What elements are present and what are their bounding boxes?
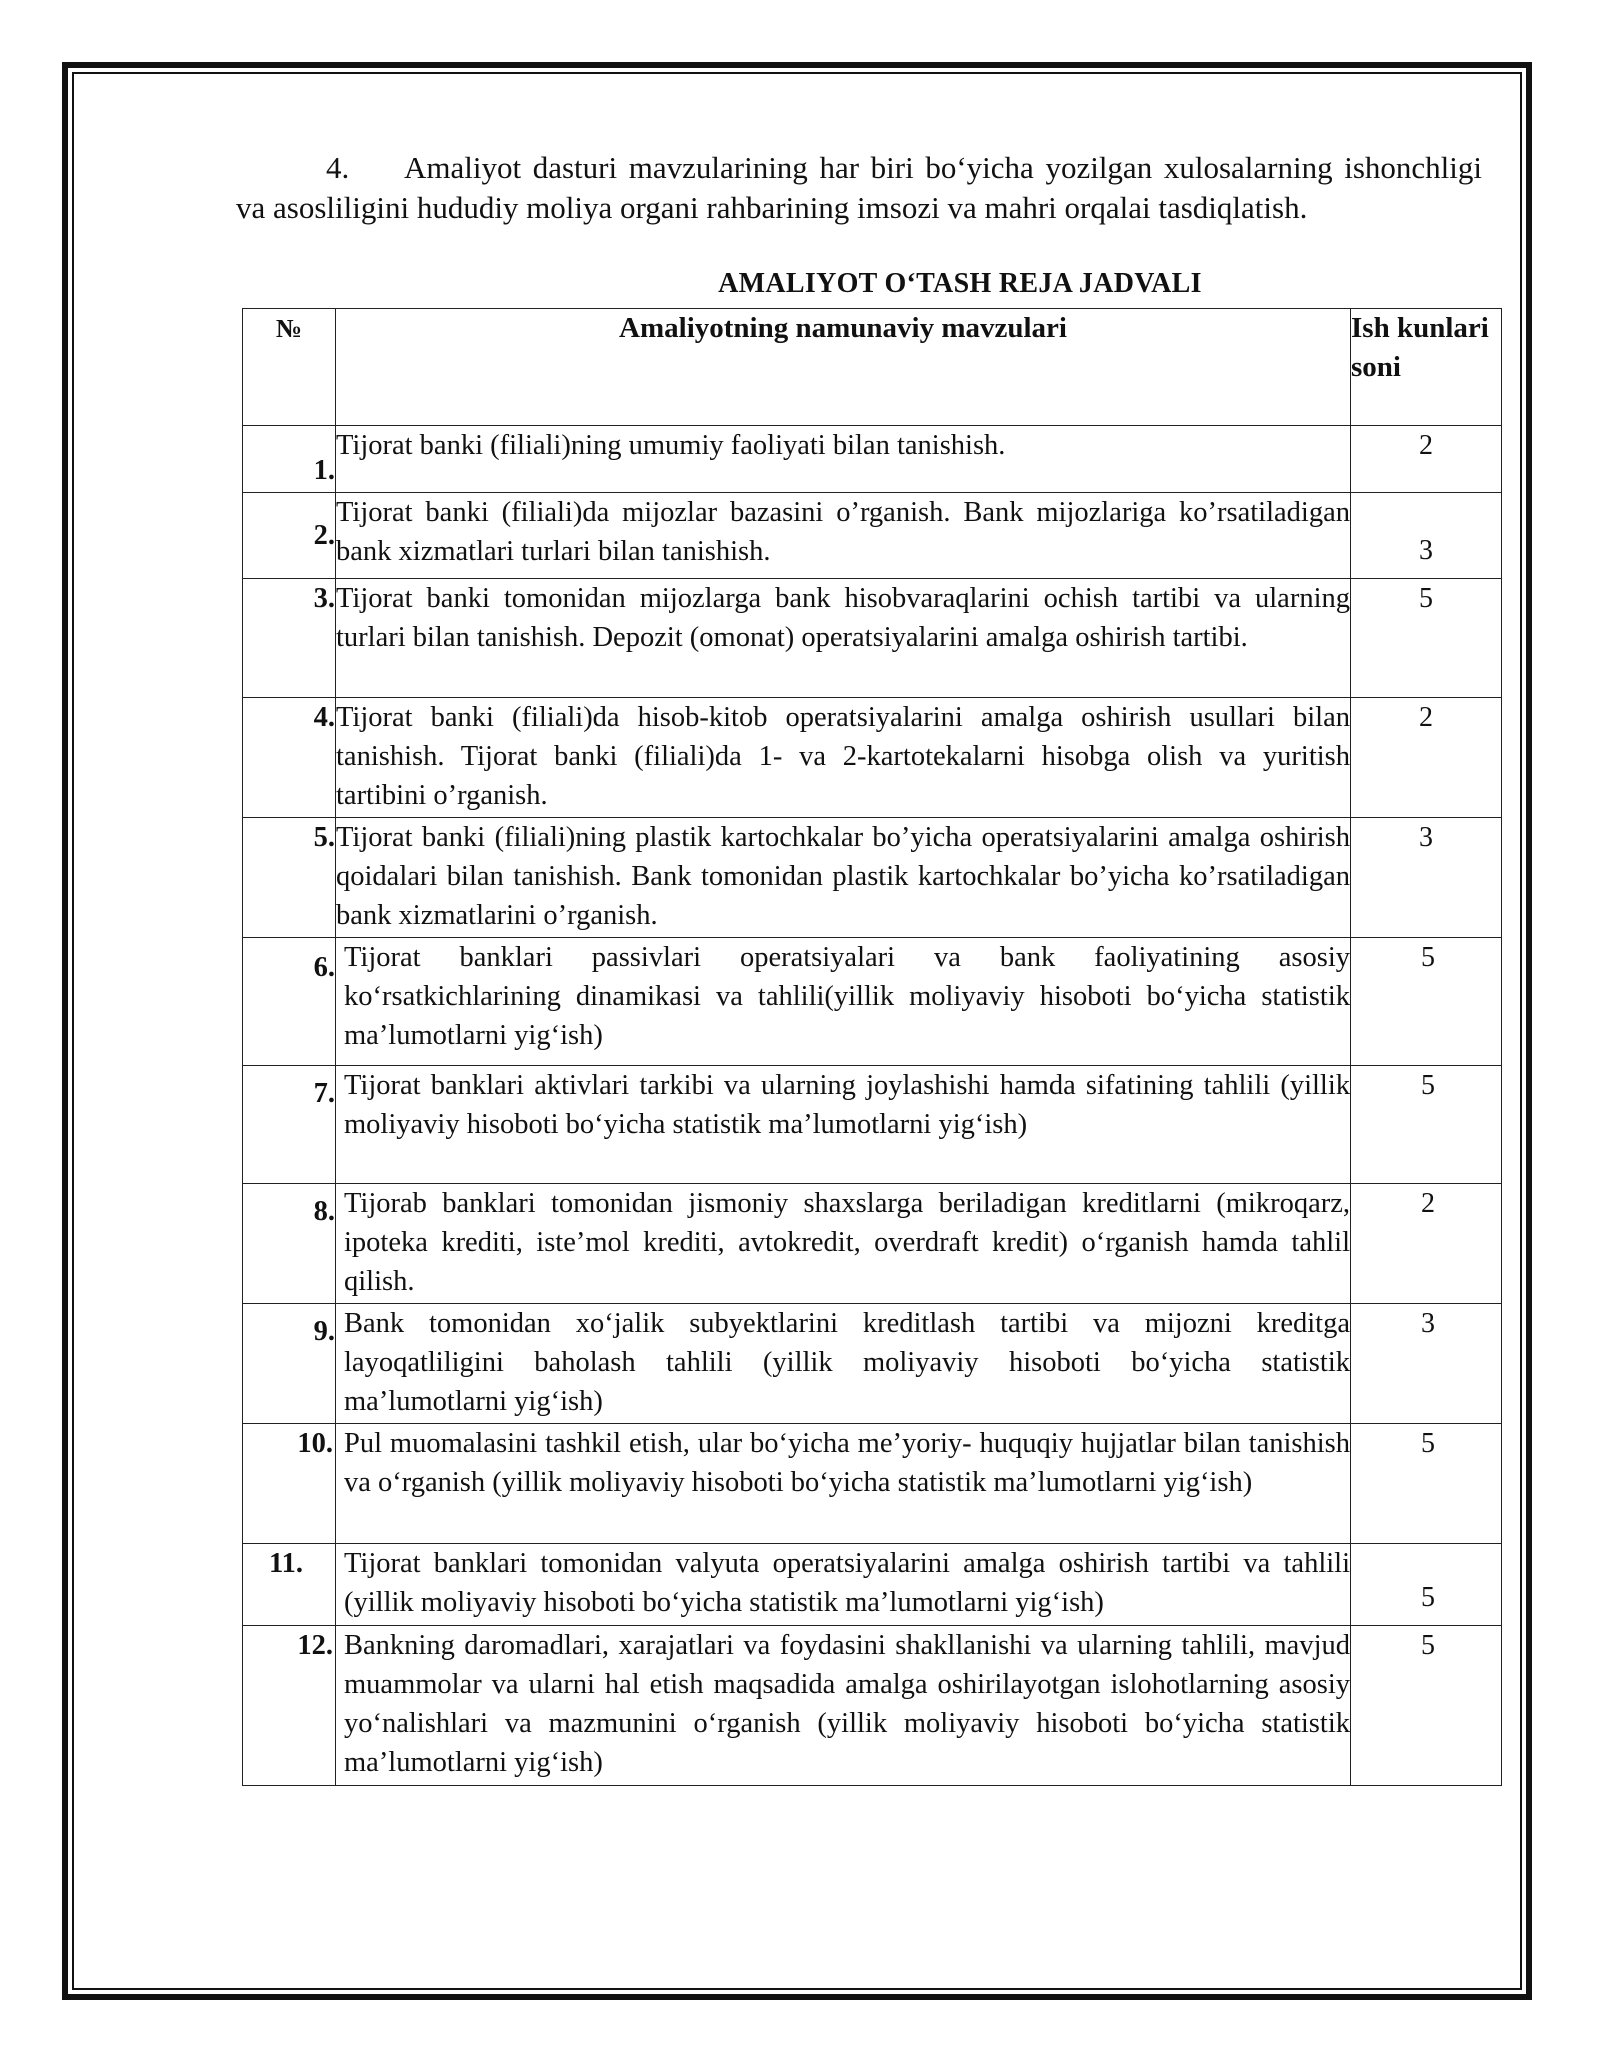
row-topic: Bank tomonidan xo‘jalik subyektlarini kreditlash tartibi va mijozni kreditga layoqatliligini baholash tahlili (yillik moliyaviy hisoboti bo‘yicha statistik ma’lumotlarni yig‘ish) xyxy=(336,1304,1351,1424)
row-number: 2. xyxy=(243,493,336,579)
header-days: Ish kunlari soni xyxy=(1351,309,1502,426)
row-topic: Tijorat banki (filiali)ning umumiy faoliyati bilan tanishish. xyxy=(336,426,1351,493)
row-number: 11. xyxy=(243,1544,336,1626)
row-topic: Tijorat banki (filiali)da hisob-kitob operatsiyalarini amalga oshirish usullari bilan tanishish. Tijorat banki (filiali)da 1- va 2-kartotekalarni hisobga olish va yuritish tartibini o’rganish. xyxy=(336,698,1351,818)
row-number: 7. xyxy=(243,1066,336,1184)
row-days: 5 xyxy=(1351,1424,1502,1544)
table-row xyxy=(243,818,1502,938)
row-number: 10. xyxy=(243,1424,336,1544)
row-days: 5 xyxy=(1351,1544,1502,1626)
table-header-row xyxy=(243,309,1502,426)
plan-table xyxy=(242,308,1502,1786)
table-row xyxy=(243,698,1502,818)
table-row xyxy=(243,1066,1502,1184)
row-days: 2 xyxy=(1351,698,1502,818)
row-topic: Tijorab banklari tomonidan jismoniy shaxslarga beriladigan kreditlarni (mikroqarz, ipoteka krediti, iste’mol krediti, avtokredit, overdraft kredit) o‘rganish hamda tahlil qilish. xyxy=(336,1184,1351,1304)
row-days: 3 xyxy=(1351,1304,1502,1424)
row-number: 5. xyxy=(243,818,336,938)
row-topic: Tijorat banklari tomonidan valyuta operatsiyalarini amalga oshirish tartibi va tahlili (yillik moliyaviy hisoboti bo‘yicha statistik ma’lumotlarni yig‘ish) xyxy=(336,1544,1351,1626)
row-number: 9. xyxy=(243,1304,336,1424)
header-topic: Amaliyotning namunaviy mavzulari xyxy=(336,309,1351,426)
row-days: 5 xyxy=(1351,938,1502,1066)
row-topic: Bankning daromadlari, xarajatlari va foydasini shakllanishi va ularning tahlili, mavjud muammolar va ularni hal etish maqsadida amalga oshirilayotgan islohotlarning asosiy yo‘nalishlari va mazmunini o‘rganish (yillik moliyaviy hisoboti bo‘yicha statistik ma’lumotlarni yig‘ish) xyxy=(336,1626,1351,1786)
row-days: 2 xyxy=(1351,1184,1502,1304)
row-topic: Tijorat banklari aktivlari tarkibi va ularning joylashishi hamda sifatining tahlili (yillik moliyaviy hisoboti bo‘yicha statistik ma’lumotlarni yig‘ish) xyxy=(336,1066,1351,1184)
row-number: 8. xyxy=(243,1184,336,1304)
table-row xyxy=(243,1626,1502,1786)
header-num: № xyxy=(243,309,336,426)
row-number: 1. xyxy=(243,426,336,493)
table-row xyxy=(243,493,1502,579)
table-row xyxy=(243,1184,1502,1304)
paragraph-text: Amaliyot dasturi mavzularining har biri bo‘yicha yozilgan xulosalarning ishonchligi va asosliligini hududiy moliya organi rahbarining imsozi va mahri orqalai tasdiqlatish. xyxy=(236,150,1482,225)
row-topic: Tijorat banki (filiali)da mijozlar bazasini o’rganish. Bank mijozlariga ko’rsatiladigan bank xizmatlari turlari bilan tanishish. xyxy=(336,493,1351,579)
table-row xyxy=(243,938,1502,1066)
row-days: 3 xyxy=(1351,818,1502,938)
table-row xyxy=(243,1304,1502,1424)
row-topic: Tijorat banklari passivlari operatsiyalari va bank faoliyatining asosiy ko‘rsatkichlarining dinamikasi va tahlili(yillik moliyaviy hisoboti bo‘yicha statistik ma’lumotlarni yig‘ish) xyxy=(336,938,1351,1066)
row-number: 6. xyxy=(243,938,336,1066)
table-row xyxy=(243,579,1502,698)
row-number: 4. xyxy=(243,698,336,818)
row-topic: Tijorat banki tomonidan mijozlarga bank hisobvaraqlarini ochish tartibi va ularning turlari bilan tanishish. Depozit (omonat) operatsiyalarini amalga oshirish tartibi. xyxy=(336,579,1351,698)
table-row xyxy=(243,426,1502,493)
row-days: 2 xyxy=(1351,426,1502,493)
row-days: 3 xyxy=(1351,493,1502,579)
row-topic: Tijorat banki (filiali)ning plastik kartochkalar bo’yicha operatsiyalarini amalga oshirish qoidalari bilan tanishish. Bank tomonidan plastik kartochkalar bo’yicha ko’rsatiladigan bank xizmatlarini o’rganish. xyxy=(336,818,1351,938)
row-number: 12. xyxy=(243,1626,336,1786)
row-number: 3. xyxy=(243,579,336,698)
table-row xyxy=(243,1424,1502,1544)
row-days: 5 xyxy=(1351,1066,1502,1184)
row-days: 5 xyxy=(1351,1626,1502,1786)
intro-paragraph xyxy=(236,148,1482,228)
row-days: 5 xyxy=(1351,579,1502,698)
table-title: AMALIYOT O‘TASH REJA JADVALI xyxy=(718,268,1202,299)
table-row xyxy=(243,1544,1502,1626)
paragraph-number: 4. xyxy=(326,150,350,185)
row-topic: Pul muomalasini tashkil etish, ular bo‘yicha me’yoriy- huquqiy hujjatlar bilan tanishish va o‘rganish (yillik moliyaviy hisoboti bo‘yicha statistik ma’lumotlarni yig‘ish) xyxy=(336,1424,1351,1544)
